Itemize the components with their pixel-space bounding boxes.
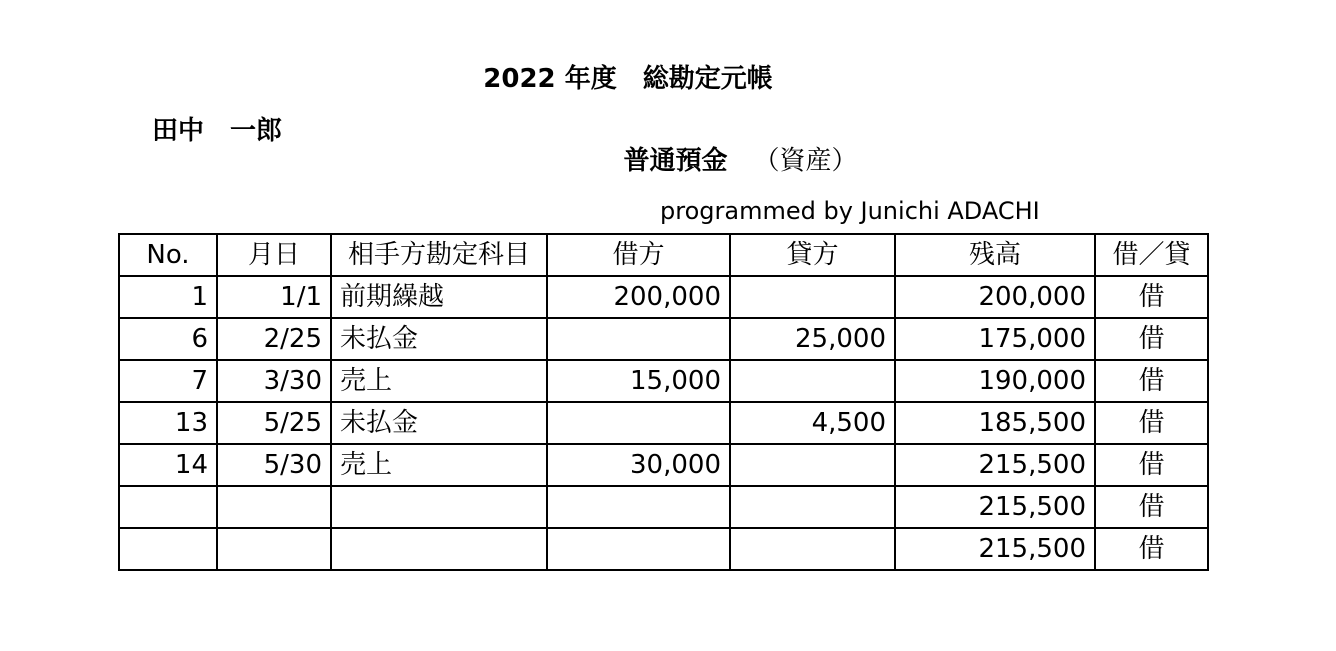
col-header-no: No.: [119, 234, 217, 276]
cell-credit: [730, 276, 895, 318]
cell-side: 借: [1095, 528, 1208, 570]
cell-date: 3/30: [217, 360, 331, 402]
cell-credit: [730, 528, 895, 570]
table-row: [119, 444, 1208, 486]
ledger-table: [118, 233, 1209, 571]
account-name: 普通預金: [623, 146, 728, 176]
cell-date: 5/25: [217, 402, 331, 444]
header-row: [119, 234, 1208, 276]
cell-no: 13: [119, 402, 217, 444]
cell-account: 前期繰越: [331, 276, 547, 318]
cell-debit: [547, 486, 730, 528]
table-row: [119, 486, 1208, 528]
cell-date: 1/1: [217, 276, 331, 318]
cell-no: 7: [119, 360, 217, 402]
cell-debit: 200,000: [547, 276, 730, 318]
cell-credit: 4,500: [730, 402, 895, 444]
cell-debit: [547, 528, 730, 570]
col-header-account: 相手方勘定科目: [331, 234, 547, 276]
cell-credit: [730, 444, 895, 486]
cell-credit: [730, 486, 895, 528]
cell-account: [331, 486, 547, 528]
cell-date: [217, 486, 331, 528]
cell-balance: 215,500: [895, 444, 1095, 486]
cell-side: 借: [1095, 402, 1208, 444]
cell-balance: 175,000: [895, 318, 1095, 360]
account-type: （資産）: [753, 146, 858, 176]
col-header-date: 月日: [217, 234, 331, 276]
cell-no: [119, 528, 217, 570]
cell-side: 借: [1095, 444, 1208, 486]
cell-account: 売上: [331, 444, 547, 486]
col-header-side: 借／貸: [1095, 234, 1208, 276]
cell-no: 1: [119, 276, 217, 318]
table-row: [119, 360, 1208, 402]
program-credit: programmed by Junichi ADACHI: [660, 197, 1040, 225]
cell-balance: 200,000: [895, 276, 1095, 318]
cell-debit: [547, 402, 730, 444]
col-header-credit: 貸方: [730, 234, 895, 276]
cell-account: [331, 528, 547, 570]
cell-debit: 15,000: [547, 360, 730, 402]
cell-no: 14: [119, 444, 217, 486]
cell-date: [217, 528, 331, 570]
table-row: [119, 318, 1208, 360]
table-row: [119, 402, 1208, 444]
cell-no: 6: [119, 318, 217, 360]
cell-account: 未払金: [331, 402, 547, 444]
cell-debit: [547, 318, 730, 360]
cell-balance: 190,000: [895, 360, 1095, 402]
cell-side: 借: [1095, 318, 1208, 360]
cell-date: 2/25: [217, 318, 331, 360]
ledger-title: 2022 年度 総勘定元帳: [483, 64, 773, 94]
cell-balance: 215,500: [895, 528, 1095, 570]
cell-side: 借: [1095, 360, 1208, 402]
cell-credit: 25,000: [730, 318, 895, 360]
cell-account: 未払金: [331, 318, 547, 360]
cell-balance: 215,500: [895, 486, 1095, 528]
cell-credit: [730, 360, 895, 402]
cell-debit: 30,000: [547, 444, 730, 486]
col-header-debit: 借方: [547, 234, 730, 276]
cell-side: 借: [1095, 276, 1208, 318]
cell-balance: 185,500: [895, 402, 1095, 444]
table-row: [119, 528, 1208, 570]
account-heading: [607, 110, 858, 177]
cell-account: 売上: [331, 360, 547, 402]
cell-no: [119, 486, 217, 528]
table-row: [119, 276, 1208, 318]
cell-date: 5/30: [217, 444, 331, 486]
col-header-balance: 残高: [895, 234, 1095, 276]
cell-side: 借: [1095, 486, 1208, 528]
owner-name: 田中 一郎: [152, 116, 283, 146]
